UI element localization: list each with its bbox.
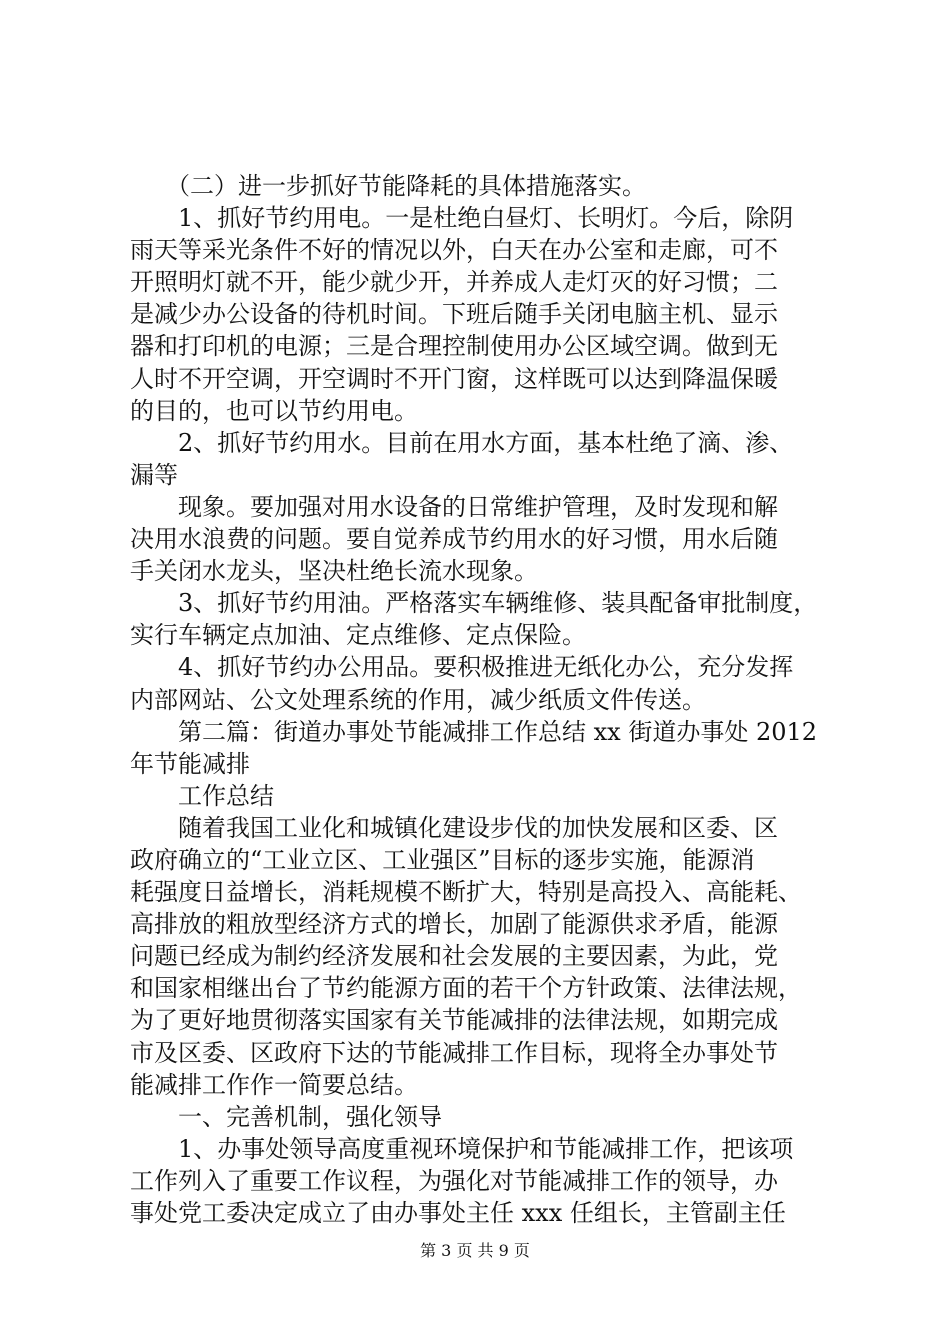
- text-line: （二）进一步抓好节能降耗的具体措施落实。: [130, 172, 646, 200]
- text-line: 随着我国工业化和城镇化建设步伐的加快发展和区委、区: [130, 813, 778, 842]
- text-line: 决用水浪费的问题。要自觉养成节约用水的好习惯，用水后随: [130, 525, 778, 554]
- document-body: [130, 170, 830, 1229]
- text-line: 工作总结: [130, 781, 274, 810]
- text-line: 年节能减排: [130, 749, 250, 778]
- text-line: 是减少办公设备的待机时间。下班后随手关闭电脑主机、显示: [130, 300, 778, 329]
- text-line: 器和打印机的电源；三是合理控制使用办公区域空调。做到无: [130, 332, 778, 361]
- text-line: 实行车辆定点加油、定点维修、定点保险。: [130, 621, 586, 650]
- text-line: 耗强度日益增长，消耗规模不断扩大，特别是高投入、高能耗、: [130, 878, 802, 907]
- text-line: 第二篇：街道办事处节能减排工作总结 xx 街道办事处 2012: [130, 717, 818, 746]
- text-line: 1、抓好节约用电。一是杜绝白昼灯、长明灯。今后，除阴: [130, 204, 794, 233]
- text-line: 内部网站、公文处理系统的作用，减少纸质文件传送。: [130, 685, 706, 714]
- text-line: 开照明灯就不开，能少就少开，并养成人走灯灭的好习惯；二: [130, 268, 778, 297]
- text-line: 工作列入了重要工作议程，为强化对节能减排工作的领导，办: [130, 1166, 778, 1195]
- text-line: 1、办事处领导高度重视环境保护和节能减排工作，把该项: [130, 1134, 794, 1163]
- text-line: 一、完善机制，强化领导: [130, 1102, 442, 1131]
- text-line: 为了更好地贯彻落实国家有关节能减排的法律法规，如期完成: [130, 1006, 778, 1035]
- text-line: 3、抓好节约用油。严格落实车辆维修、装具配备审批制度，: [130, 589, 818, 618]
- text-line: 手关闭水龙头，坚决杜绝长流水现象。: [130, 557, 538, 586]
- text-line: 和国家相继出台了节约能源方面的若干个方针政策、法律法规，: [130, 974, 802, 1003]
- text-line: 雨天等采光条件不好的情况以外，白天在办公室和走廊，可不: [130, 236, 778, 265]
- text-line: 漏等: [130, 460, 178, 489]
- text-line: 高排放的粗放型经济方式的增长，加剧了能源供求矛盾，能源: [130, 910, 778, 939]
- text-line: 的目的，也可以节约用电。: [130, 396, 418, 425]
- text-line: 现象。要加强对用水设备的日常维护管理，及时发现和解: [130, 492, 778, 521]
- page-footer: 第 3 页 共 9 页: [420, 1241, 530, 1260]
- text-line: 2、抓好节约用水。目前在用水方面，基本杜绝了滴、渗、: [130, 428, 794, 457]
- text-line: 能减排工作作一简要总结。: [130, 1070, 418, 1099]
- text-line: 人时不开空调，开空调时不开门窗，这样既可以达到降温保暖: [130, 364, 778, 393]
- text-line: 市及区委、区政府下达的节能减排工作目标，现将全办事处节: [130, 1038, 778, 1067]
- text-line: 政府确立的“工业立区、工业强区”目标的逐步实施，能源消: [130, 845, 755, 874]
- text-line: 4、抓好节约办公用品。要积极推进无纸化办公，充分发挥: [130, 653, 794, 682]
- text-line: 事处党工委决定成立了由办事处主任 xxx 任组长，主管副主任: [130, 1199, 786, 1227]
- text-line: 问题已经成为制约经济发展和社会发展的主要因素，为此，党: [130, 942, 778, 971]
